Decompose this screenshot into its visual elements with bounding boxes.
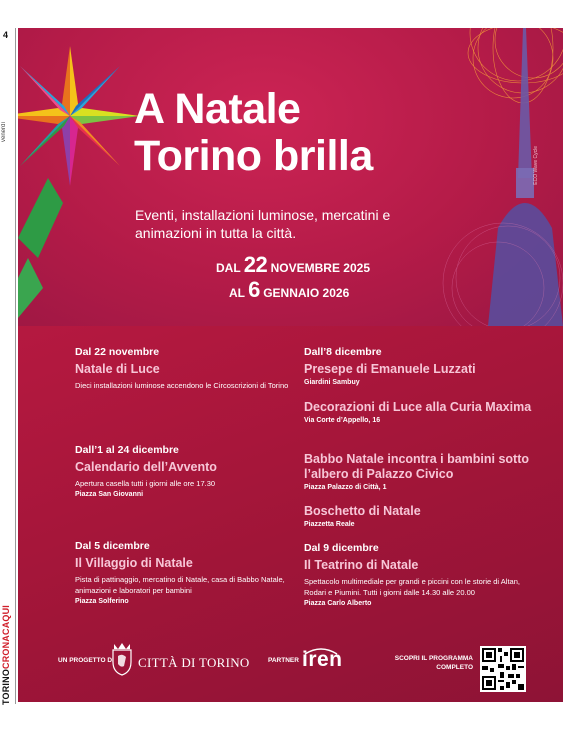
event-place: Giardini Sambuy [304, 379, 360, 386]
title-line1: A Natale [134, 85, 301, 133]
event-title: Babbo Natale incontra i bambini sotto l’albero di Palazzo Civico [304, 452, 530, 481]
event-title: Presepe di Emanuele Luzzati [304, 362, 476, 376]
event-place: Piazza Solferino [75, 598, 129, 605]
project-label: UN PROGETTO DI [58, 657, 114, 664]
page-number: 4 [3, 30, 9, 40]
event-date: Dal 5 dicembre [75, 540, 150, 552]
date-from-prefix: DAL [216, 261, 241, 275]
event-place: Piazzetta Reale [304, 521, 355, 528]
event-title: Calendario dell’Avvento [75, 460, 217, 474]
city-crest-icon [110, 642, 134, 676]
city-name: CITTÀ DI TORINO [138, 655, 250, 670]
event-title: Natale di Luce [75, 362, 160, 376]
newspaper-brand [1, 595, 11, 705]
event-date: Dall’8 dicembre [304, 346, 382, 358]
side-date: venerdì [1, 122, 7, 143]
date-from-day: 22 [243, 252, 268, 277]
image-credit: ECO Wave Cycle [533, 146, 539, 185]
event-date: Dal 9 dicembre [304, 542, 379, 554]
event-description: Dieci installazioni luminose accendono le Circoscrizioni di Torino [75, 381, 289, 390]
poster-title [134, 86, 373, 180]
poster-footer [18, 618, 563, 678]
event-item [304, 504, 534, 530]
event-item [304, 346, 534, 388]
partner-label: PARTNER [268, 657, 299, 664]
event-item [75, 444, 290, 500]
date-from-rest: NOVEMBRE 2025 [270, 261, 370, 275]
leaf-shape [18, 178, 63, 258]
event-item [75, 540, 290, 607]
qr-code-pattern [480, 646, 526, 692]
date-to-prefix: AL [229, 286, 245, 300]
partner-logo: iren [302, 648, 343, 671]
event-item [75, 346, 290, 391]
event-place: Piazza San Giovanni [75, 491, 144, 498]
date-from [216, 254, 370, 279]
event-place: Piazza Carlo Alberto [304, 600, 372, 607]
date-to-rest: GENNAIO 2026 [263, 286, 350, 300]
date-to [216, 279, 370, 304]
event-date: Dal 22 novembre [75, 346, 160, 358]
event-date: Dall’1 al 24 dicembre [75, 444, 179, 456]
event-description: Spettacolo multimediale per grandi e piccini con le storie di Altan, Rodari e Piumini. Tutti i giorni dalle 14.30 alle 20.00 [304, 577, 520, 597]
poster-subtitle: Eventi, installazioni luminose, mercatini e animazioni in tutta la città. [135, 207, 391, 241]
qr-code-icon[interactable] [480, 646, 526, 692]
brand-part1: TORINO [1, 668, 11, 705]
program-cta: SCOPRI IL PROGRAMMA COMPLETO [394, 655, 473, 671]
event-place: Piazza Palazzo di Città, 1 [304, 484, 387, 491]
date-to-day: 6 [248, 277, 260, 302]
event-item [304, 542, 534, 609]
mole-antonelliana-icon [488, 28, 563, 326]
brand-part2: CRONACAQUI [1, 604, 11, 669]
event-description: Apertura casella tutti i giorni alle ore 17.30 [75, 479, 216, 488]
event-title: Boschetto di Natale [304, 504, 421, 518]
event-item [304, 452, 534, 493]
event-title: Decorazioni di Luce alla Curia Maxima [304, 400, 532, 414]
side-rule [15, 28, 16, 704]
star-icon [18, 46, 140, 186]
spirograph-ornament [468, 28, 563, 103]
event-place: Via Corte d’Appello, 16 [304, 417, 381, 424]
event-title: Il Villaggio di Natale [75, 556, 193, 570]
event-description: Pista di pattinaggio, mercatino di Natale, casa di Babbo Natale, animazioni e laboratori per bambini [75, 575, 285, 595]
event-dates [216, 254, 370, 304]
title-line2: Torino brilla [134, 132, 373, 180]
event-item [304, 400, 534, 426]
event-title: Il Teatrino di Natale [304, 558, 419, 572]
leaf-shape [18, 258, 43, 318]
advertisement-poster [18, 28, 563, 702]
